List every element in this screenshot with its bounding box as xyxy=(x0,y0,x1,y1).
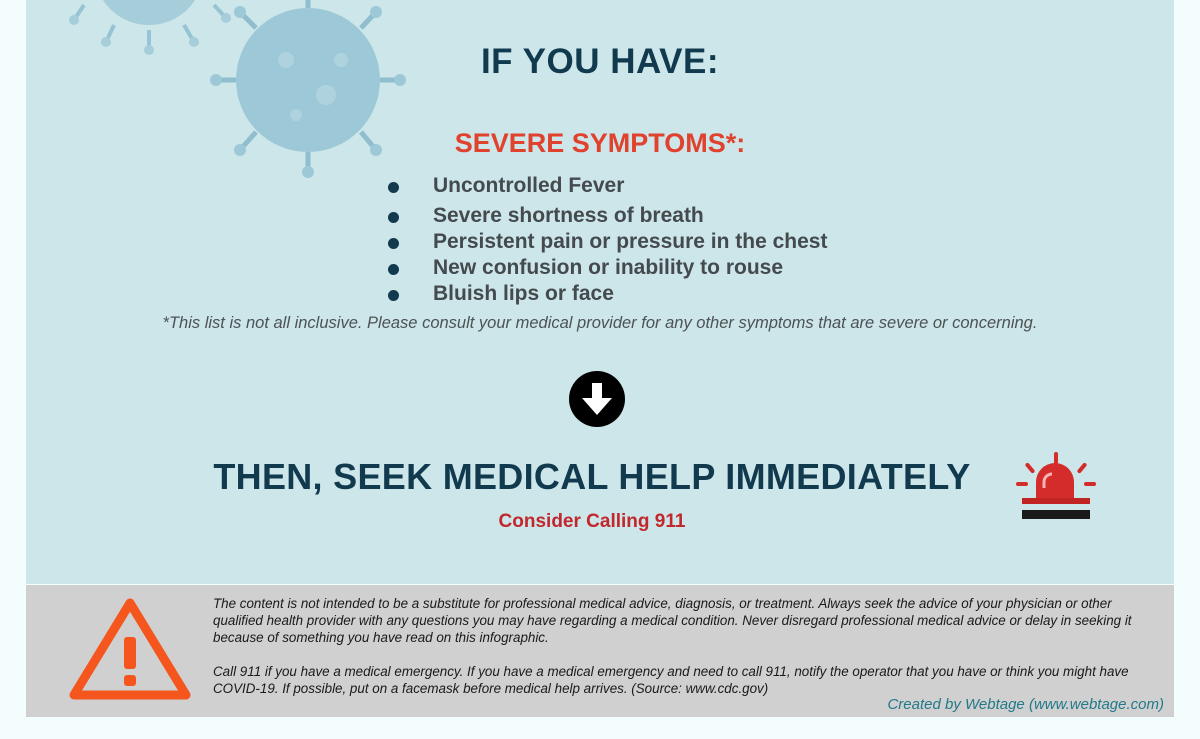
disclaimer-paragraph: The content is not intended to be a substitute for professional medical advice, diagnosis, or treatment. Always seek the advice of your physician or other qualified health provider with any questions you may have regarding a medical condition. Never disregard professional medical advice or delay in seeking it because of something you have read on this infographic. xyxy=(213,596,1132,645)
call-911-text: Consider Calling 911 xyxy=(498,511,686,532)
bullet-icon xyxy=(388,182,399,193)
warning-triangle-icon xyxy=(68,595,192,703)
symptom-note: *This list is not all inclusive. Please consult your medical provider for any other symptoms that are severe or concerning. xyxy=(162,314,1038,332)
symptom-text: Uncontrolled Fever xyxy=(433,174,625,197)
bullet-icon xyxy=(388,264,399,275)
severe-symptoms-heading: SEVERE SYMPTOMS*: xyxy=(454,128,746,158)
infographic-panel xyxy=(26,0,1174,584)
symptom-text: Bluish lips or face xyxy=(433,282,614,305)
seek-help-heading: THEN, SEEK MEDICAL HELP IMMEDIATELY xyxy=(213,456,971,497)
credit-text: Created by Webtage (www.webtage.com) xyxy=(887,696,1164,713)
symptom-text: Persistent pain or pressure in the chest xyxy=(433,230,828,253)
siren-icon xyxy=(1014,448,1096,528)
disclaimer-paragraph: Call 911 if you have a medical emergency. If you have a medical emergency and need to call 911, notify the operator that you have or think you might have COVID-19. If possible, put on a facemask before medical help arrives. (Source: www.cdc.gov) xyxy=(213,664,1129,696)
bullet-icon xyxy=(388,212,399,223)
disclaimer-footer xyxy=(26,585,1174,717)
page-title: IF YOU HAVE: xyxy=(480,42,720,81)
arrow-down-circle-icon xyxy=(568,370,626,428)
symptom-text: New confusion or inability to rouse xyxy=(433,256,784,279)
bullet-icon xyxy=(388,290,399,301)
symptom-text: Severe shortness of breath xyxy=(433,204,704,227)
bullet-icon xyxy=(388,238,399,249)
